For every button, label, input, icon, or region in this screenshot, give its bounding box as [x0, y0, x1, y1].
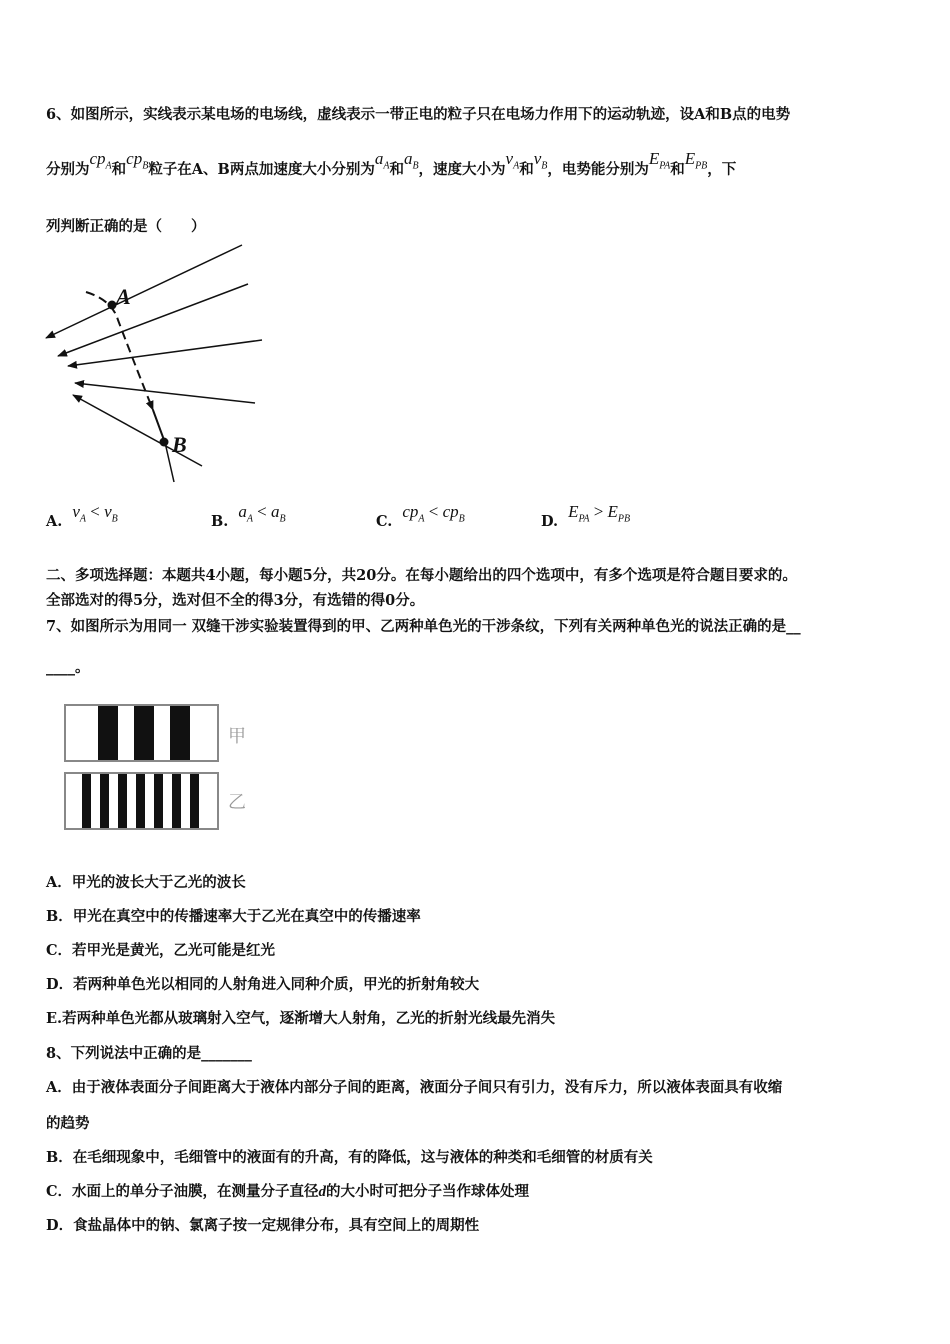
- q6-stem-line2: [46, 149, 737, 181]
- math-cpA: $cp_A$: [89, 149, 112, 172]
- option-letter: C.: [376, 513, 393, 530]
- math-EA: $E_{PA}$: [648, 149, 671, 172]
- electric-field-figure: [40, 240, 265, 490]
- q7-option-a[interactable]: A．甲光的波长大于乙光的波长: [46, 874, 246, 891]
- interference-fringes-figure: [62, 702, 257, 832]
- q8-option-c[interactable]: [46, 1180, 529, 1201]
- q6-stem-line1: 6、如图所示，实线表示某电场的电场线，虚线表示一带正电的粒子只在电场力作用下的运动轨迹，设A和B点的电势: [46, 106, 791, 123]
- fringe-dark: [98, 706, 118, 760]
- q6-text: 和: [389, 161, 404, 178]
- q7-option-c[interactable]: C．若甲光是黄光，乙光可能是红光: [46, 942, 276, 959]
- math-d: d: [318, 1184, 327, 1200]
- fringe-dark: [136, 774, 145, 828]
- math-vA: $v_A$: [505, 149, 520, 172]
- q7-stem-line1: 7、如图所示为用同一 双缝干涉实验装置得到的甲、乙两种单色光的干涉条纹，下列有关两种单色光的说法正确的是__: [46, 618, 801, 635]
- section2-header-line1: 二、多项选择题：本题共4小题，每小题5分，共20分。在每小题给出的四个选项中，有多个选项是符合题目要求的。: [46, 567, 797, 584]
- option-text: 的大小时可把分子当作球体处理: [326, 1183, 530, 1200]
- q6-option-d[interactable]: [541, 502, 631, 533]
- math-cpB: $cp_B$: [126, 149, 149, 172]
- fringe-dark: [134, 706, 154, 760]
- field-line-4: [75, 383, 255, 403]
- fringe-dark: [100, 774, 109, 828]
- q6-text: ，速度大小为: [418, 161, 506, 178]
- field-line-3: [68, 340, 262, 366]
- q7-stem-line2: ____。: [46, 659, 90, 676]
- point-a-label: A: [116, 284, 131, 309]
- math-EB: $E_{PB}$: [684, 149, 708, 172]
- fringe-dark: [154, 774, 163, 828]
- q8-option-d[interactable]: D．食盐晶体中的钠、氯离子按一定规律分布，具有空间上的周期性: [46, 1217, 480, 1234]
- section2-header-line2: 全部选对的得5分，选对但不全的得3分，有选错的得0分。: [46, 592, 425, 609]
- point-b-label: B: [172, 432, 187, 457]
- q6-text: ，电势能分别为: [547, 161, 649, 178]
- q7-option-b[interactable]: B．甲光在真空中的传播速率大于乙光在真空中的传播速率: [46, 908, 421, 925]
- label-jia: 甲: [228, 726, 246, 747]
- q6-option-c[interactable]: [376, 502, 465, 533]
- trajectory-segment: [153, 410, 164, 440]
- math-vB: $v_B$: [533, 149, 548, 172]
- point-b-dot: [160, 438, 169, 447]
- q8-option-a-line2[interactable]: 的趋势: [46, 1115, 90, 1132]
- option-math: $E_{PA} > E_{PB}$: [568, 502, 631, 525]
- option-text: C．水面上的单分子油膜，在测量分子直径: [46, 1183, 319, 1200]
- q6-text: 和: [111, 161, 127, 178]
- option-math: $v_A < v_B$: [72, 502, 118, 525]
- option-math: $cp_A < cp_B$: [402, 502, 465, 525]
- q8-stem: 8、下列说法中正确的是_______: [46, 1045, 252, 1062]
- q6-text: 和: [519, 161, 534, 178]
- q6-text: 和: [670, 161, 685, 178]
- option-letter: D.: [541, 513, 559, 530]
- option-letter: B.: [211, 513, 229, 530]
- label-yi: 乙: [228, 792, 246, 813]
- option-letter: A.: [46, 513, 63, 530]
- q6-text: ，下: [707, 161, 737, 178]
- q6-stem-line3: 列判断正确的是（ ）: [46, 218, 206, 235]
- q6-option-a[interactable]: [46, 502, 118, 533]
- fringe-dark: [190, 774, 199, 828]
- q8-option-a-line1[interactable]: A．由于液体表面分子间距离大于液体内部分子间的距离，液面分子间只有引力，没有斥力，所以液体表面具有收缩: [46, 1079, 783, 1096]
- q7-option-e[interactable]: E.若两种单色光都从玻璃射入空气，逐渐增大人射角，乙光的折射光线最先消失: [46, 1010, 556, 1027]
- fringe-dark: [172, 774, 181, 828]
- trajectory-dashed: [86, 292, 153, 410]
- q6-text: 分别为: [46, 161, 90, 178]
- q6-text: 粒子在A、B两点加速度大小分别为: [148, 161, 375, 178]
- fringe-dark: [170, 706, 190, 760]
- q8-option-b[interactable]: B．在毛细现象中，毛细管中的液面有的升高，有的降低，这与液体的种类和毛细管的材质有关: [46, 1149, 653, 1166]
- fringe-dark: [82, 774, 91, 828]
- math-aA: $a_A$: [374, 149, 390, 172]
- q6-option-b[interactable]: [211, 502, 286, 533]
- q7-option-d[interactable]: D．若两种单色光以相同的人射角进入同种介质，甲光的折射角较大: [46, 976, 480, 993]
- math-aB: $a_B$: [403, 149, 419, 172]
- fringe-dark: [118, 774, 127, 828]
- option-math: $a_A < a_B$: [238, 502, 286, 525]
